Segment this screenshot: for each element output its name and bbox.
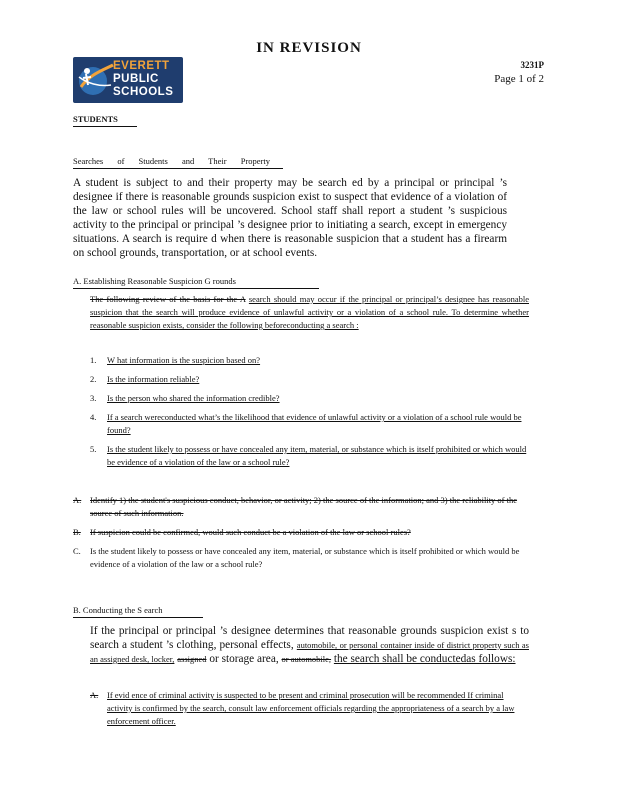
list-item: A. If evid ence of criminal activity is suspected to be present and criminal prosecution will be recommended If criminal activity is confirmed by the search, consult law enforcement officials regarding the appropriateness of a search by a law enforcement officer. [90,690,515,726]
page-title: IN REVISION [256,40,362,56]
struck-list [73,494,529,571]
list-item: 3. Is the person who shared the information credible? [90,393,280,403]
district-logo [73,57,183,103]
struck-text: The following review of the basis for the A [90,294,246,304]
list-item: 1. W hat information is the suspicion based on? [90,355,261,365]
logo-wordmark: EVERETT PUBLIC SCHOOLS [113,60,174,98]
section-b-heading: B. Conducting the S earch [73,604,203,618]
list-item: 2. Is the information reliable? [90,374,200,384]
list-item: 4. If a search wereconducted what’s the likelihood that evidence of unlawful activity or a violation of a school rule would be found? [90,412,522,435]
section-a-paragraph [90,293,529,332]
list-item: A. Identify 1) the student's suspicious conduct, behavior, or activity; 2) the source of the information; and 3) the reliability of the source of such information. [73,495,518,518]
list-item: 5. Is the student likely to possess or have concealed any item, material, or substance which is itself prohibited or which would be evidence of a violation of the law or a school rule? [90,444,527,467]
policy-heading: Searches of Students and Their Property [73,155,283,169]
list-item: B. If suspicion could be confirmed, would such conduct be a violation of the law or school rules? [73,527,411,537]
section-b-list [90,689,529,728]
globe-icon [73,57,117,103]
section-heading: STUDENTS [73,113,137,127]
section-a-heading: A. Establishing Reasonable Suspicion G rounds [73,275,319,289]
policy-number: 3231P [520,60,544,70]
question-list [90,354,529,469]
list-item: C. Is the student likely to possess or have concealed any item, material, or substance which is itself prohibited or which would be evidence of a violation of the law or a school rule? [73,546,520,569]
intro-paragraph: A student is subject to and their property may be search ed by a principal or principal ’s designee if there is reasonable grounds suspicion exist to suspect that evidence of a violation of the law or school rules will be uncovered. School staff shall report a student ’s suspicious activity to the principal or principal ’s designee prior to initiating a search, except in emergency situations. A search is require d when there is reasonable suspicion that a student has a firearm on school grounds, transportation, or at school events. [73,177,507,259]
inserted-text: search should may occur if the principal or principal’s designee has reasonable suspicion that the search will produce evidence of unlawful activity or a violation of a school rule. To determine whether reasonable suspicion exists, consider the following beforeconducting a search : [90,294,529,330]
section-b-paragraph: If the principal or principal ’s designee determines that reasonable grounds suspicion exist s to search a student ’s clothing, personal effects, automobile, or personal container inside of district property such as an assigned desk, locker, assigned or storage area, or automobile, the search shall be conductedas follows: [90,625,529,665]
page-number: Page 1 of 2 [494,73,544,85]
